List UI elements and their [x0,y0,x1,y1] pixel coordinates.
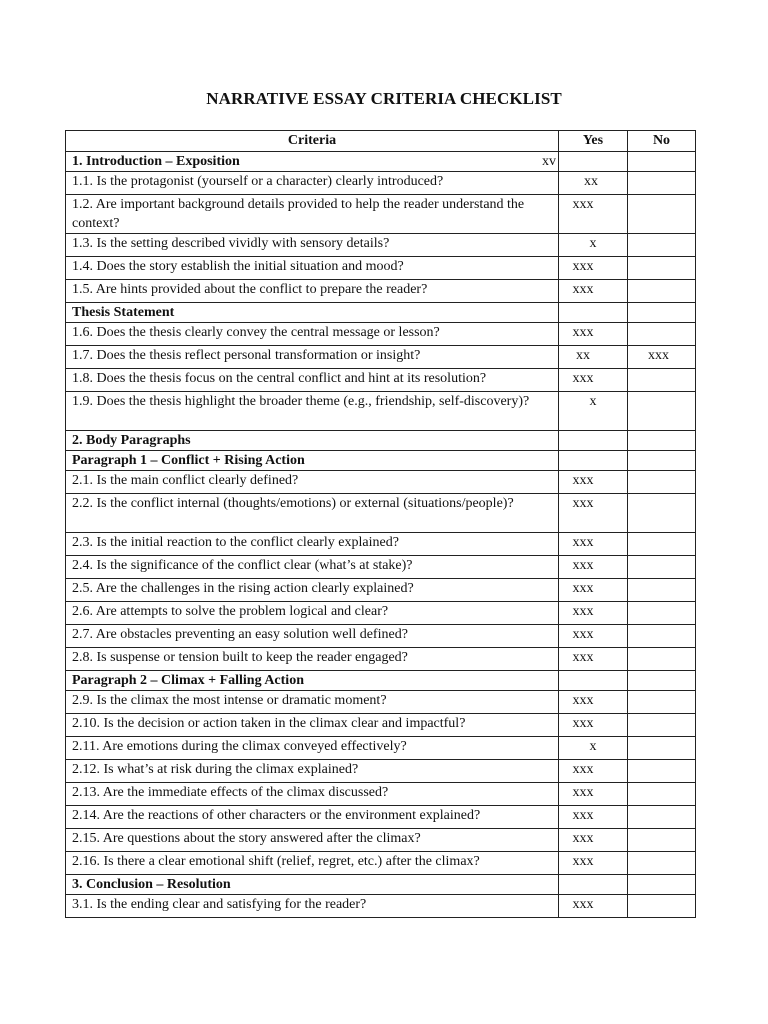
yes-cell[interactable]: xxx [559,257,628,280]
table-row [66,852,696,875]
no-cell[interactable] [628,737,696,760]
criterion-text: 1.2. Are important background details provided to help the reader understand the context? [66,195,559,234]
table-row [66,172,696,195]
table-row [66,556,696,579]
criterion-text: 2.14. Are the reactions of other characters or the environment explained? [66,806,559,829]
no-cell[interactable] [628,234,696,257]
yes-cell[interactable]: x [559,737,628,760]
criterion-text: 2.7. Are obstacles preventing an easy solution well defined? [66,625,559,648]
yes-cell[interactable]: xxx [559,829,628,852]
no-cell[interactable] [628,648,696,671]
table-row [66,806,696,829]
criterion-text: 2.1. Is the main conflict clearly defined? [66,471,559,494]
yes-cell[interactable]: xx [559,172,628,195]
yes-cell[interactable]: xxx [559,323,628,346]
table-row [66,533,696,556]
no-cell[interactable] [628,280,696,303]
criterion-text: 2.10. Is the decision or action taken in the climax clear and impactful? [66,714,559,737]
criterion-text: 1.5. Are hints provided about the conflict to prepare the reader? [66,280,559,303]
yes-cell[interactable]: xx [559,346,628,369]
table-row [66,895,696,918]
table-row [66,346,696,369]
no-cell[interactable] [628,714,696,737]
criterion-text: 2.15. Are questions about the story answered after the climax? [66,829,559,852]
criterion-text: 1.6. Does the thesis clearly convey the central message or lesson? [66,323,559,346]
no-cell[interactable] [628,494,696,533]
section-title: Thesis Statement [66,303,559,323]
table-row [66,280,696,303]
no-cell[interactable] [628,806,696,829]
yes-cell[interactable]: xxx [559,494,628,533]
yes-cell[interactable]: xxx [559,714,628,737]
yes-cell[interactable]: xxx [559,760,628,783]
no-cell[interactable] [628,257,696,280]
no-cell[interactable] [628,625,696,648]
criterion-text: 2.9. Is the climax the most intense or dramatic moment? [66,691,559,714]
criterion-text: 1.1. Is the protagonist (yourself or a character) clearly introduced? [66,172,559,195]
yes-cell[interactable]: xxx [559,579,628,602]
criteria-header: Criteria [66,131,559,152]
criterion-text: 1.3. Is the setting described vividly with sensory details? [66,234,559,257]
yes-header: Yes [559,131,628,152]
yes-cell[interactable]: xxx [559,625,628,648]
yes-cell[interactable]: xxx [559,852,628,875]
yes-cell[interactable]: xxx [559,195,628,234]
no-cell[interactable] [628,691,696,714]
criterion-text: 2.6. Are attempts to solve the problem logical and clear? [66,602,559,625]
no-cell[interactable]: xxx [628,346,696,369]
table-row [66,648,696,671]
yes-cell[interactable]: xxx [559,471,628,494]
table-row [66,714,696,737]
criterion-text: 1.7. Does the thesis reflect personal transformation or insight? [66,346,559,369]
table-row [66,494,696,533]
no-cell[interactable] [628,471,696,494]
xv-mark: xv [542,154,556,169]
page-title: NARRATIVE ESSAY CRITERIA CHECKLIST [206,89,562,108]
yes-cell[interactable]: xxx [559,280,628,303]
criterion-text: 2.3. Is the initial reaction to the conflict clearly explained? [66,533,559,556]
table-row [66,392,696,431]
section-row-thesis [66,303,696,323]
section-title: Paragraph 1 – Conflict + Rising Action [66,451,559,471]
yes-cell[interactable]: x [559,234,628,257]
criteria-checklist-table [65,130,696,918]
section-row-paragraph-1 [66,451,696,471]
yes-cell[interactable]: xxx [559,648,628,671]
section-title: 3. Conclusion – Resolution [66,875,559,895]
section-title: 2. Body Paragraphs [66,431,559,451]
table-row [66,323,696,346]
table-row [66,602,696,625]
section-row-body-paragraphs [66,431,696,451]
no-cell[interactable] [628,533,696,556]
table-row [66,691,696,714]
table-row [66,783,696,806]
yes-cell[interactable]: xxx [559,691,628,714]
table-row [66,579,696,602]
criterion-text: 2.16. Is there a clear emotional shift (relief, regret, etc.) after the climax? [66,852,559,875]
table-row [66,369,696,392]
table-row [66,829,696,852]
criterion-text: 2.11. Are emotions during the climax conveyed effectively? [66,737,559,760]
table-row [66,625,696,648]
criterion-text: 2.2. Is the conflict internal (thoughts/emotions) or external (situations/people)? [66,494,559,533]
yes-cell[interactable]: xxx [559,783,628,806]
criterion-text: 3.1. Is the ending clear and satisfying for the reader? [66,895,559,918]
no-cell[interactable] [628,895,696,918]
yes-cell[interactable]: xxx [559,602,628,625]
criterion-text: 2.4. Is the significance of the conflict clear (what’s at stake)? [66,556,559,579]
no-cell[interactable] [628,760,696,783]
no-cell[interactable] [628,783,696,806]
no-cell[interactable] [628,172,696,195]
no-cell[interactable] [628,829,696,852]
no-header: No [628,131,696,152]
no-cell[interactable] [628,195,696,234]
table-row [66,195,696,234]
criterion-text: 2.12. Is what’s at risk during the climax explained? [66,760,559,783]
yes-cell[interactable]: xxx [559,806,628,829]
section-title: Paragraph 2 – Climax + Falling Action [66,671,559,691]
table-header-row [66,131,696,152]
criterion-text: 2.13. Are the immediate effects of the climax discussed? [66,783,559,806]
table-row [66,760,696,783]
criterion-text: 1.8. Does the thesis focus on the central conflict and hint at its resolution? [66,369,559,392]
section-title: 1. Introduction – Exposition xv [66,152,559,172]
section-row-introduction [66,152,696,172]
yes-cell[interactable]: xxx [559,556,628,579]
criterion-text: 1.9. Does the thesis highlight the broader theme (e.g., friendship, self-discovery)? [66,392,559,431]
criterion-text: 2.5. Are the challenges in the rising action clearly explained? [66,579,559,602]
table-row [66,737,696,760]
yes-cell[interactable]: xxx [559,533,628,556]
no-cell[interactable] [628,602,696,625]
no-cell[interactable] [628,323,696,346]
no-cell[interactable] [628,852,696,875]
yes-cell[interactable]: xxx [559,895,628,918]
table-row [66,471,696,494]
criterion-text: 2.8. Is suspense or tension built to keep the reader engaged? [66,648,559,671]
table-row [66,234,696,257]
section-row-paragraph-2 [66,671,696,691]
no-cell[interactable] [628,369,696,392]
no-cell[interactable] [628,556,696,579]
yes-cell[interactable]: xxx [559,369,628,392]
no-cell[interactable] [628,392,696,431]
section-row-conclusion [66,875,696,895]
criterion-text: 1.4. Does the story establish the initial situation and mood? [66,257,559,280]
table-row [66,257,696,280]
no-cell[interactable] [628,579,696,602]
yes-cell[interactable]: x [559,392,628,431]
